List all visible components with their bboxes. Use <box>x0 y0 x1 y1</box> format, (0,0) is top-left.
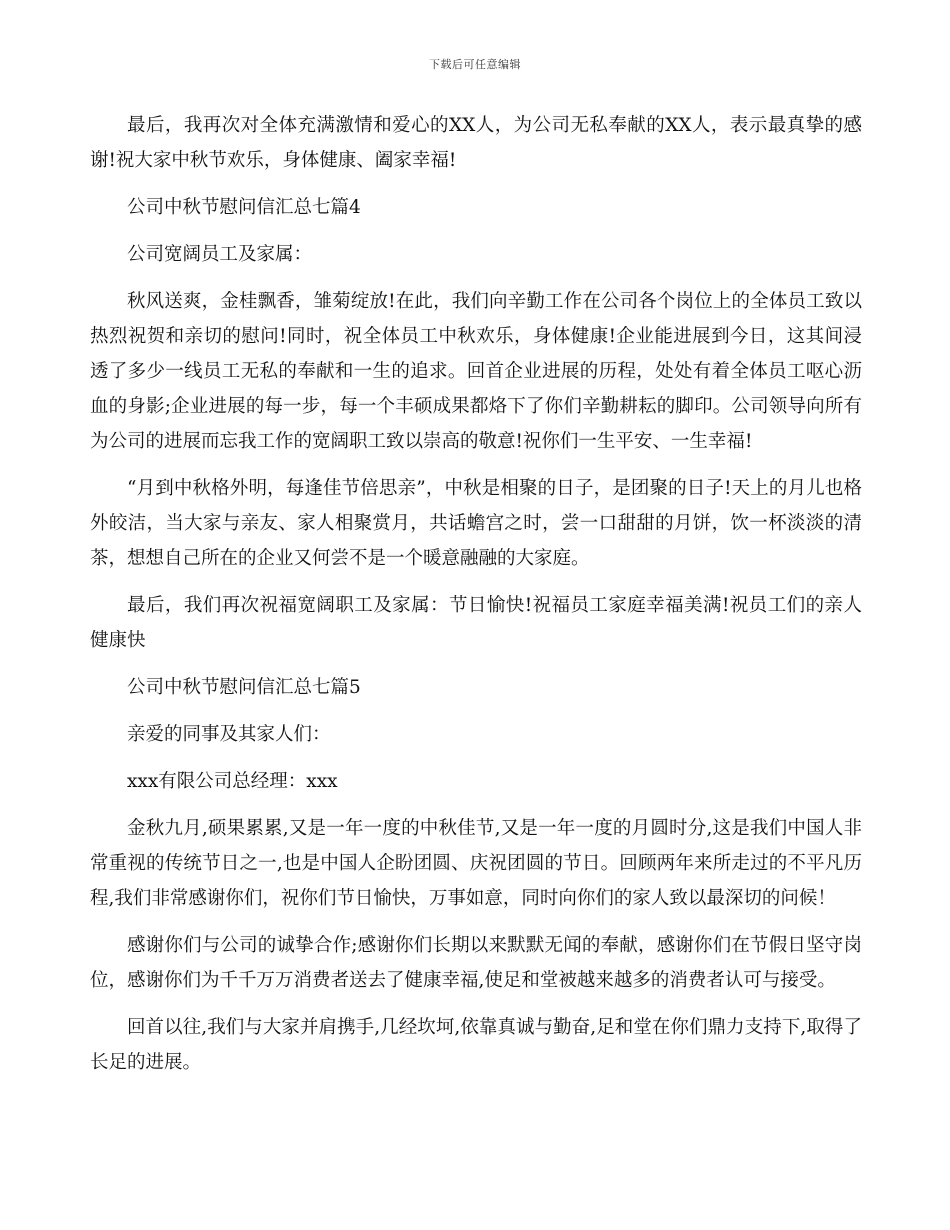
paragraph-thanks-cooperation: 感谢你们与公司的诚挚合作;感谢你们长期以来默默无闻的奉献，感谢你们在节假日坚守岗位，感谢你们为千千万万消费者送去了健康幸福,使足和堂被越来越多的消费者认可与接受。 <box>90 935 862 991</box>
paragraph-mid-autumn-reunion: “月到中秋格外明，每逢佳节倍思亲”，中秋是相聚的日子，是团聚的日子!天上的月儿也格外皎洁，当大家与亲友、家人相聚赏月，共话蟾宫之时，尝一口甜甜的月饼，饮一杯淡淡的清茶，想想自己所在的企业又何尝不是一个暖意融融的大家庭。 <box>90 478 862 569</box>
section-heading-4: 公司中秋节慰问信汇总七篇4 <box>127 197 361 218</box>
page-header: 下载后可任意编辑 <box>429 58 521 71</box>
paragraph-autumn-greeting: 秋风送爽，金桂飘香，雏菊绽放!在此，我们向辛勤工作在公司各个岗位上的全体员工致以热烈祝贺和亲切的慰问!同时，祝全体员工中秋欢乐，身体健康!企业能进展到今日，这其间浸透了多少一线员工无私的奉献和一生的追求。回首企业进展的历程，处处有着全体员工呕心沥血的身影;企业进展的每一步，每一个丰硕成果都烙下了你们辛勤耕耘的脚印。公司领导向所有为公司的进展而忘我工作的宽阔职工致以崇高的敬意!祝你们一生平安、一生幸福! <box>90 291 862 452</box>
salutation-5: 亲爱的同事及其家人们： <box>127 724 331 745</box>
signature-line: xxx有限公司总经理：xxx <box>127 771 338 792</box>
salutation-4: 公司宽阔员工及家属： <box>127 244 313 265</box>
paragraph-closing-thanks: 最后，我再次对全体充满激情和爱心的XX人，为公司无私奉献的XX人，表示最真挚的感谢!祝大家中秋节欢乐，身体健康、阖家幸福! <box>90 115 862 171</box>
paragraph-golden-autumn: 金秋九月,硕果累累,又是一年一度的中秋佳节,又是一年一度的月圆时分,这是我们中国人非常重视的传统节日之一,也是中国人企盼团圆、庆祝团圆的节日。回顾两年来所走过的不平凡历程,我们非常感谢你们，祝你们节日愉快，万事如意，同时向你们的家人致以最深切的问候！ <box>90 818 862 909</box>
section-heading-5: 公司中秋节慰问信汇总七篇5 <box>127 677 361 698</box>
paragraph-final-blessing: 最后，我们再次祝福宽阔职工及家属：节日愉快!祝福员工家庭幸福美满!祝员工们的亲人健康快 <box>90 595 862 651</box>
document-body <box>90 108 862 1092</box>
paragraph-look-back: 回首以往,我们与大家并肩携手,几经坎坷,依靠真诚与勤奋,足和堂在你们鼎力支持下,取得了长足的进展。 <box>90 1017 862 1073</box>
